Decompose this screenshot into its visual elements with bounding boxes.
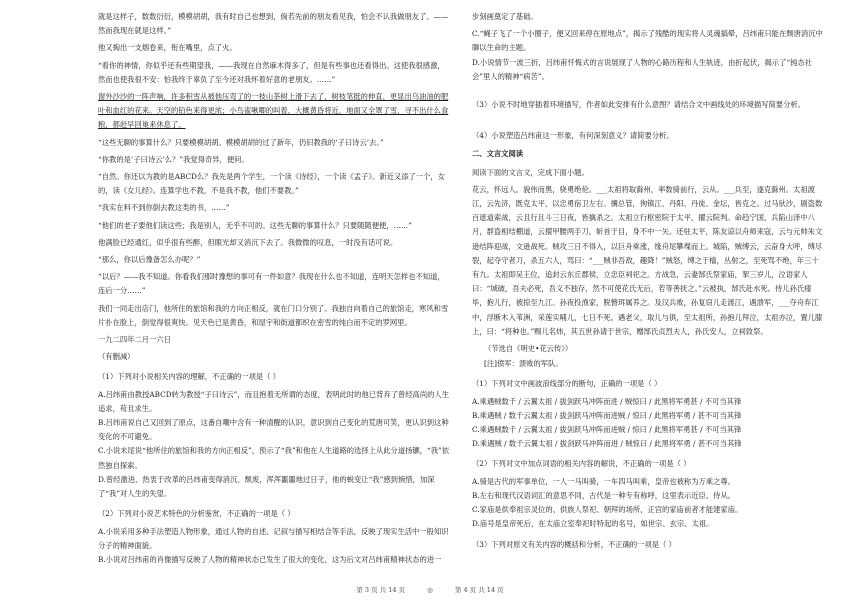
question-1-option-d: D.曾经激进、热衷于改革的吕纬甫变得消沉、颓废，浑浑噩噩地过日子，他的蜕变让“我”感到惋惜，加深了“我”对人生的失望。 [98,474,435,499]
question-1: （1）下列对小说相关内容的理解，不正确的一项是（ ） [98,372,281,382]
passage-paragraph: “以后？——我不知道。你看我们那时豫想的事可有一件如意？我现在什么也不知道，连明天怎样也不知道，连后一分……” [98,272,445,296]
question-2-continued: 步刻画奠定了基础。 [472,12,538,21]
question-2-option-d: D.小说情节一波三折，吕纬甫忏悔式的言说展现了人物的心路历程和人生轨迹，由折起伏，揭示了“钝态社会”里人的精神“病苦”。 [472,57,812,81]
question-1-option-b: B.吕纬甫说自己又回到了原点，这番自嘲中含有一种清醒的认识，意识到自己变化的荒唐可笑，更认识到这种变化的不可避免。 [98,418,449,442]
passage-paragraph: “自然。你还以为教的是ABCD么？我先是两个学生，一个读《诗经》，一个读《孟子》。新近又添了一个，女的，读《女儿经》。连算学也不教，不是我不教，他们不要教。” [98,172,445,196]
passage-paragraph: 他又掏出一支烟卷来，衔在嘴里，点了火。 [98,43,237,53]
question-4: （4）小说塑造吕纬甫这一形象，有何深刻意义？请简要分析。 [472,131,674,141]
passage-date: 一九二四年二月一六日 [98,335,171,345]
question-5-option-b: B.乘遇贼 / 数千云翼太祖 / 拔剑跃马冲阵而进贼 / 惊曰 / 此黑将军勇 / 甚不可当其锋 [472,410,742,420]
passage-paragraph: 我们一同走出店门，他所住的旅馆和我的方向正相反，就在门口分别了。我独自向着自己的旅馆走，寒风和雪片扑在脸上，倒觉得很爽快。见天色已是黄昏，和屋宇和街道都织在密雪的纯白而不定的罗网里。 [98,303,449,327]
passage-paragraph-underlined: 窗外沙沙的一阵声响，许多积雪从被他压弯了的一枝山茶树上滑下去了，树枝笔挺的伸直，更显出乌油油的肥叶和血红的花来。天空的铅色来得更浓；小鸟雀啾唧的叫着，大概黄昏将近，地面又全罩了雪，寻不出什么食粮，都赶早回巢来休息了。 [98,92,449,130]
passage-paragraph: “这些无聊的事算什么？只要模模胡胡。模模胡胡的过了新年，仍旧教我的‘子曰诗云’去。” [98,137,384,147]
left-column [98,10,450,567]
passage-paragraph: 就是这样子，数数衍衍，模模胡胡，我有时自己也想到，倘若先前的朋友看见我，怕会不认我做朋友了。——然而我现在就是这样。” [98,12,449,36]
question-2-option-a: A.小说采用多种手法塑造人物形象，通过人物的自述、记叙与描写相结合等手法，反映了现实生活中一般知识分子的精神面貌。 [98,526,449,550]
question-6: （2）下列对文中加点词语的相关内容的解说，不正确的一项是（ ） [472,459,691,469]
passage-paragraph: “你教的是‘子曰诗云’么？”我觉得奇异，便问。 [98,154,249,164]
page-footer [0,585,860,594]
question-2: （2）下列对小说艺术特色的分析鉴赏，不正确的一项是（ ） [98,509,295,519]
classical-annotation: [注]偾军：溃败的军队。 [484,359,563,369]
page-separator-icon: ◎ [427,586,433,594]
passage-paragraph: “他们的老子要他们读这些；我是别人，无乎不可的。这些无聊的事算什么？只要随随便便，……” [98,220,412,230]
section-heading: 二、文言文阅读 [472,149,524,159]
right-column [472,10,824,555]
passage-paragraph: “看你的神情，你似乎还有些期望我，——我现在自然麻木得多了，但是有些事也还看得出。这使我很感激，然而也使我很不安：怕我终于辜负了至今还对我怀着好意的老朋友。……” [98,60,445,84]
question-7: （3）下列对原文有关内容的概括和分析，不正确的一项是（ ） [472,539,676,549]
page-number-right: 第 4 页 共 14 页 [454,586,504,594]
question-1-option-c: C.小说末尾说“他所住的旅馆和我的方向正相反”，预示了“我”和他在人生道路的选择上从此分道扬镳，“我”依然独自探索。 [98,446,450,470]
passage-paragraph: “我实在料不到你倒去教这类的书，……” [98,203,230,213]
question-5: （1）下列对文中画波浪线部分的断句，正确的一项是（ ） [472,379,662,389]
passage-paragraph: 他满脸已经通红，似乎很有些醉，但眼光却又消沉下去了。我微微的叹息，一时没有话可说。 [98,237,398,247]
question-5-option-c: C.乘遇贼数千 / 云翼太祖 / 拔剑跃马冲阵而进贼 / 惊曰 / 此黑将军勇甚 / 不可当其锋 [472,425,742,435]
question-6-option-a: A.骑是古代的军事单位，一人一马叫骑，一车四马叫乘，皇帝也被称为万乘之尊。 [472,476,735,486]
question-2-option-c: C.“蝇子飞了一个小圈子，便又回来停在原地点”，揭示了残酷的现实将人灵魂搞晕，吕纬甫只能在颓唐消沉中聊以生命的主题。 [472,29,823,53]
question-6-option-d: D.庙号是皇帝死后，在太庙立室奉祀时特起的名号，如世宗、玄宗、太祖。 [472,519,714,529]
classical-source: （节选自《明史•花云传》） [484,344,573,354]
question-5-option-d: D.乘遇贼 / 数千云翼太祖 / 拔剑跃马冲阵而进 / 贼惊曰 / 此黑将军勇 / 甚不可当其锋 [472,439,742,449]
question-1-option-a: A.吕纬甫由教授ABCD转为教授“子曰诗云”，而且抱着无所谓的态度，表明此时的他已背弃了曾经高尚的人生追求，苟且求生。 [98,389,450,413]
classical-passage: 花云，怀远人。貌伟而黑，骁勇绝伦。___太祖将取滁州，率数骑前行，云从。___兵至，遂克滁州。太祖渡江，云先济，既克太平，以忠勇宿卫左右。攘总管，徇镇江、丹阳、丹徒、金坛，皆克之。过马驮沙，剧盗数百遮道索战，云且行且斗三日夜，皆擒杀之。太祖立行枢密院于太平，擢云院判。命趋宁国，兵陷山泽中八月，群盗相结棚道，云擐甲腰两手刀，斩首于目，身不中一矢。还驻太平，陈友谅以舟师来寇，云与元帅朱文逊结阵迎战，文逊战死。贼攻三日不得入，以巨舟乘涨，缘舟尾攀堞而上。城陷，贼缚云，云奋身大呼，缚尽裂，起夺守者刀，杀五六人，骂曰：“___贼非吾敌，趣降！”贼怒，缚之于樯，丛射之，至死骂不绝，年三十有九。太祖即吴王位，追封云东丘郡侯，立忠臣祠祀之。方战急，云妻郜氏祭家庙，挈三岁儿，泣语家人曰：“城破，吾夫必死，吾义不独存，然不可使花氏无后，若等善抚之。”云被执，郜氏赴水死。侍儿孙氏瘗毕，抱儿行，被掠至九江。孙夜投渔家，脱簪珥属养之。及汉兵败，孙复窃儿走渡江，遇溃军，___夺舟弃江中，浮断木入苇洲，采莲实哺儿，七日不死。遇老父，取儿与俱，至太祖所，孙抱儿拜泣，太祖亦泣，置儿膝上，曰：“将种也。”赐儿名炜，其五世孙请于世宗，赠郜氏贞烈夫人，孙氏安人，立祠致祭。 [472,184,823,336]
page-number-left: 第 3 页 共 14 页 [356,586,406,594]
question-3: （3）小说不时地穿插着环境描写，作者如此安排有什么意图？请结合文中画线处的环境描写简要分析。 [472,100,805,110]
question-6-option-c: C.家庙是供奉祖宗灵位的、供族人祭祀、朝拜的场所，正宫的家庙前者才能建家庙。 [472,505,743,515]
passage-paragraph: “那么，你以后豫备怎么办呢？” [98,255,201,265]
question-2-option-b: B.小说对吕纬甫的肖像描写反映了人物的精神状态已发生了很大的变化，这为后文对吕纬甫精神状态的进一 [98,554,442,564]
question-6-option-b: B.左右和现代汉语词汇的意思不同，古代是一种专有称呼，这里表示近臣、侍从。 [472,490,736,500]
passage-source: （有删减） [98,352,135,362]
question-5-option-a: A.乘遇贼数千 / 云翼太祖 / 拔剑跃马冲阵而进 / 贼惊曰 / 此黑将军勇甚 / 不可当其锋 [472,396,742,406]
section-instruction: 阅读下面的文言文，完成下面小题。 [472,167,589,177]
